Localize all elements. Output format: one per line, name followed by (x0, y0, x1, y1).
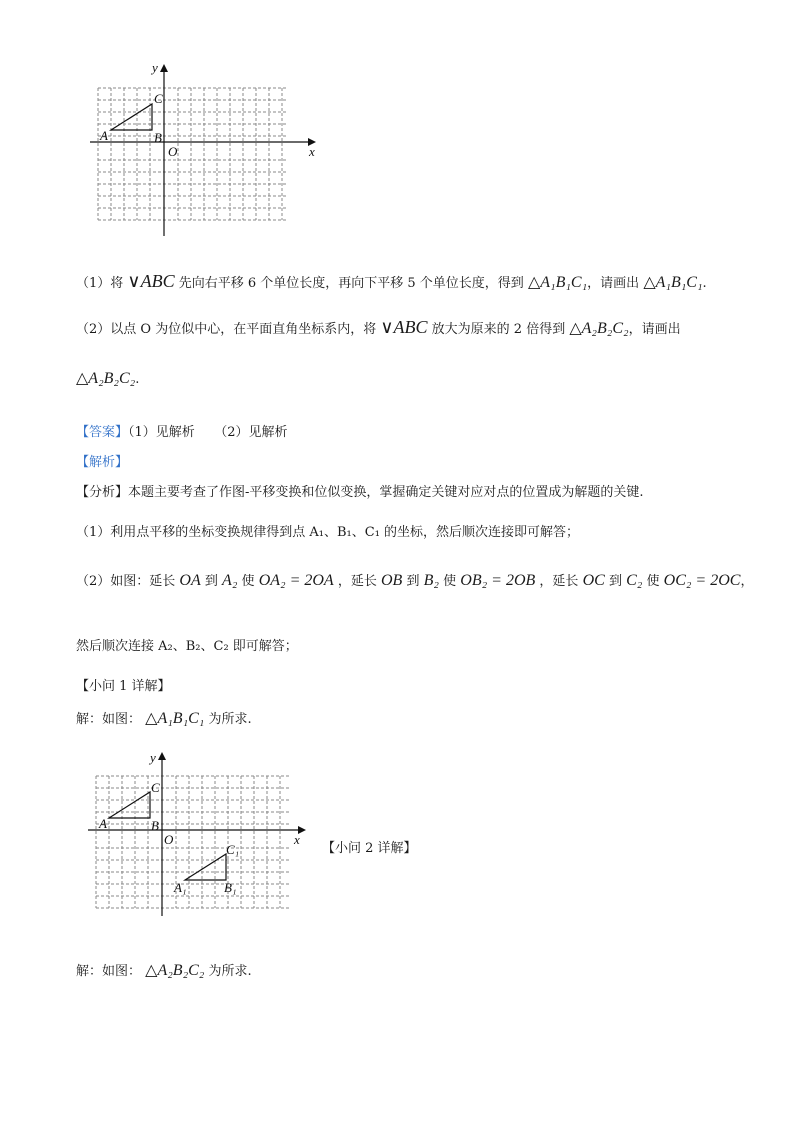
y-axis-arrow (160, 64, 168, 72)
step2-oa: OA (179, 572, 201, 589)
q1-a1b1c1: △A₁B₁C₁ (527, 274, 588, 291)
triangle-abc (111, 104, 152, 130)
q2-a2b2c2-draw: △A₂B₂C₂ (76, 370, 136, 387)
q2-text-2: ，请画出 (628, 322, 681, 337)
label-c-2: C (151, 780, 160, 795)
q2-a2b2c2: △A₂B₂C₂ (569, 320, 629, 337)
answer-tag: 【答案】 (76, 425, 129, 440)
answer-body: （1）见解析 （2）见解析 (128, 425, 288, 440)
question-1 (76, 272, 707, 293)
q1-end: . (702, 276, 707, 291)
label-x: x (309, 144, 315, 159)
step2-p3: ，延长 (539, 574, 579, 589)
question-2 (76, 318, 681, 339)
q2-end: . (135, 372, 140, 387)
step2-to-1: 到 (204, 574, 218, 589)
label-b: B (154, 130, 162, 145)
step2-comma: ， (740, 574, 754, 589)
step2-to-2: 到 (406, 574, 420, 589)
sub-1-solution (76, 710, 252, 729)
sub2-sol: 解：如图： (76, 964, 142, 979)
question-2-line-2 (76, 370, 139, 389)
q2-text-0: （2）以点 O 为位似中心，在平面直角坐标系内，将 (76, 322, 377, 337)
q2-text-1: 放大为原来的 2 倍得到 (431, 322, 566, 337)
label-c1: C₁ (226, 842, 240, 857)
label-a1: A₁ (174, 880, 187, 895)
triangle-a1b1c1 (185, 854, 226, 880)
label-x-2: x (294, 832, 300, 847)
grid-lines-2 (96, 776, 290, 908)
grid-lines (98, 88, 288, 220)
q1-text-2: ，请画出 (587, 276, 640, 291)
sub-2-title: 【小问 2 详解】 (322, 841, 417, 856)
sub1-tri: △A₁B₁C₁ (145, 710, 205, 727)
step2-shi-1: 使 (241, 574, 255, 589)
q1-a1b1c1-draw: △A₁B₁C₁ (643, 274, 703, 291)
sub2-end: 为所求. (208, 964, 252, 979)
step2-p2: ，延长 (337, 574, 377, 589)
q1-text-1: 先向右平移 6 个单位长度，再向下平移 5 个单位长度，得到 (178, 276, 524, 291)
sub1-end: 为所求. (208, 712, 252, 727)
step2-oc: OC (582, 572, 605, 589)
label-origin: O (168, 144, 178, 159)
analysis-line: 【分析】本题主要考查了作图-平移变换和位似变换，掌握确定关键对应对点的位置成为解题的关键. (76, 485, 644, 500)
label-a: A (100, 128, 108, 143)
step2-b2: B₂ (423, 572, 439, 589)
sub2-tri: △A₂B₂C₂ (145, 962, 205, 979)
sub-2-solution (76, 962, 252, 981)
step2-eq1: OA₂ = 2OA (258, 572, 334, 589)
step2-c2: C₂ (626, 572, 643, 589)
q2-triangle: ∨ABC (380, 317, 428, 337)
step2-to-3: 到 (608, 574, 622, 589)
label-origin-2: O (164, 832, 174, 847)
sub-1-title: 【小问 1 详解】 (76, 679, 171, 694)
step2-eq2: OB₂ = 2OB (460, 572, 536, 589)
label-y-2: y (150, 750, 156, 765)
step2-shi-3: 使 (646, 574, 660, 589)
label-a-2: A (99, 816, 107, 831)
step2-p1: （2）如图：延长 (76, 574, 176, 589)
label-c: C (154, 91, 163, 106)
label-b1: B₁ (224, 880, 237, 895)
sub1-sol: 解：如图： (76, 712, 142, 727)
jiexi-tag: 【解析】 (76, 455, 129, 470)
y-axis-arrow-2 (158, 752, 166, 760)
figure-2-grid (80, 748, 320, 918)
step-2-line-2: 然后顺次连接 A₂、B₂、C₂ 即可解答； (76, 639, 298, 654)
step2-shi-2: 使 (443, 574, 457, 589)
q1-triangle: ∨ABC (127, 271, 175, 291)
triangle-abc-2 (109, 792, 150, 818)
step-2-line (76, 572, 753, 591)
q1-num: （1）将 (76, 276, 124, 291)
label-b-2: B (151, 818, 159, 833)
step2-a2: A₂ (222, 572, 238, 589)
step-1-line: （1）利用点平移的坐标变换规律得到点 A₁、B₁、C₁ 的坐标，然后顺次连接即可解答； (76, 525, 580, 540)
step2-eq3: OC₂ = 2OC (663, 572, 741, 589)
step2-ob: OB (381, 572, 403, 589)
label-y: y (152, 60, 158, 75)
figure-1-grid (80, 60, 330, 240)
answer-line (76, 424, 288, 442)
